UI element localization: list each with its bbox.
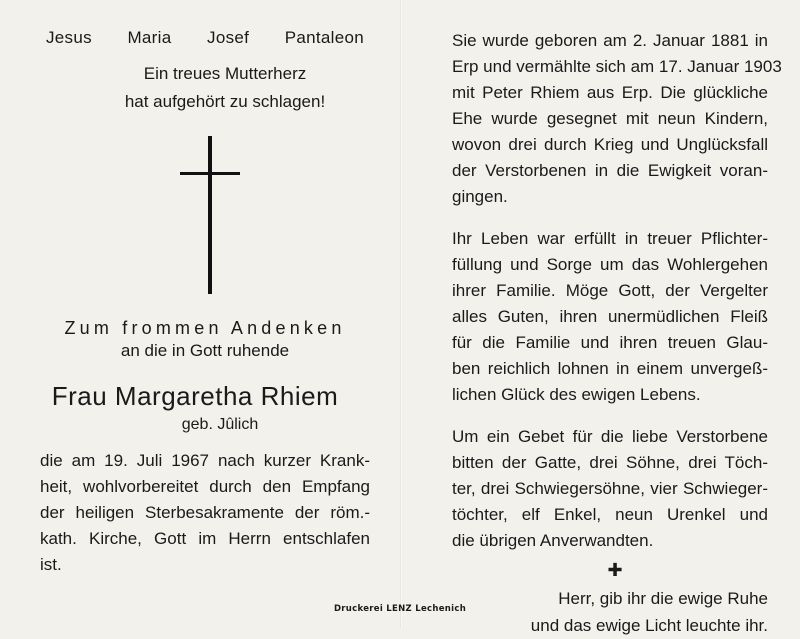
text-line: der heiligen Sterbesakramente der röm.- bbox=[40, 503, 370, 522]
text-line: kath. Kirche, Gott im Herrn entschlafen bbox=[40, 529, 370, 548]
saints-line bbox=[46, 28, 364, 48]
prayer-line: Herr, gib ihr die ewige Ruhe bbox=[558, 589, 768, 608]
cross-vertical-bar bbox=[208, 136, 212, 294]
death-notice bbox=[40, 448, 370, 578]
text-line: füllung und Sorge um das Wohlergehen bbox=[452, 255, 768, 274]
text-line: Sie wurde geboren am 2. Januar 1881 in bbox=[452, 31, 768, 50]
text-line: ist. bbox=[40, 555, 62, 574]
text-line: ihrer Familie. Möge Gott, der Vergelter bbox=[452, 281, 768, 300]
memorial-line-2: an die in Gott ruhende bbox=[120, 341, 290, 360]
text-line: alles Guten, ihren unermüdlichen Fleiß bbox=[452, 307, 768, 326]
text-line: Ihr Leben war erfüllt in treuer Pflichter- bbox=[452, 229, 768, 248]
text-line: wovon drei durch Krieg und Unglücksfall bbox=[452, 135, 768, 154]
saint-name: Maria bbox=[127, 28, 172, 47]
text-line: Um ein Gebet für die liebe Verstorbene bbox=[452, 427, 768, 446]
text-line: mit Peter Rhiem aus Erp. Die glückliche bbox=[452, 83, 768, 102]
text-line: die am 19. Juli 1967 nach kurzer Krank- bbox=[40, 451, 370, 470]
life-paragraph bbox=[452, 226, 768, 408]
verse bbox=[80, 60, 370, 116]
text-line: töchter, elf Enkel, neun Urenkel und bbox=[452, 505, 768, 524]
saint-name: Jesus bbox=[46, 28, 92, 47]
text-line: heit, wohlvorbereitet durch den Empfang bbox=[40, 477, 370, 496]
verse-line: hat aufgehört zu schlagen! bbox=[124, 92, 326, 111]
cross-horizontal-bar bbox=[180, 172, 240, 175]
text-line: ter, drei Schwiegersöhne, vier Schwieger- bbox=[452, 479, 768, 498]
left-panel bbox=[40, 28, 370, 578]
prayer-line: und das ewige Licht leuchte ihr. bbox=[530, 616, 768, 635]
text-line: die übrigen Anverwandten. bbox=[452, 531, 654, 550]
text-line: der Verstorbenen in die Ewigkeit voran- bbox=[452, 161, 768, 180]
printer-imprint: Druckerei LENZ Lechenich bbox=[333, 604, 467, 614]
right-panel bbox=[452, 28, 782, 639]
text-line: gingen. bbox=[452, 187, 508, 206]
text-line: für die Familie und ihren treuen Glau- bbox=[452, 333, 768, 352]
memorial-heading bbox=[40, 318, 370, 361]
text-line: lichen Glück des ewigen Lebens. bbox=[452, 385, 701, 404]
verse-line: Ein treues Mutterherz bbox=[143, 64, 307, 83]
small-cross-icon: ✚ bbox=[607, 560, 623, 580]
saint-name: Pantaleon bbox=[284, 28, 364, 47]
deceased-name: Frau Margaretha Rhiem bbox=[51, 381, 339, 411]
text-line: ben reichlich lohnen in einem unvergeß- bbox=[452, 359, 768, 378]
memorial-line-1: Zum frommen Andenken bbox=[64, 318, 346, 338]
cross-icon bbox=[180, 136, 240, 296]
maiden-name: geb. Jûlich bbox=[181, 416, 259, 433]
fold-line bbox=[400, 0, 402, 628]
saint-name: Josef bbox=[207, 28, 250, 47]
text-line: Erp und vermählte sich am 17. Januar 1903 bbox=[452, 57, 782, 76]
family-paragraph bbox=[452, 424, 768, 554]
text-line: bitten der Gatte, drei Söhne, drei Töch- bbox=[452, 453, 768, 472]
text-line: Ehe wurde gesegnet mit neun Kindern, bbox=[452, 109, 768, 128]
biography-paragraph bbox=[452, 28, 782, 210]
